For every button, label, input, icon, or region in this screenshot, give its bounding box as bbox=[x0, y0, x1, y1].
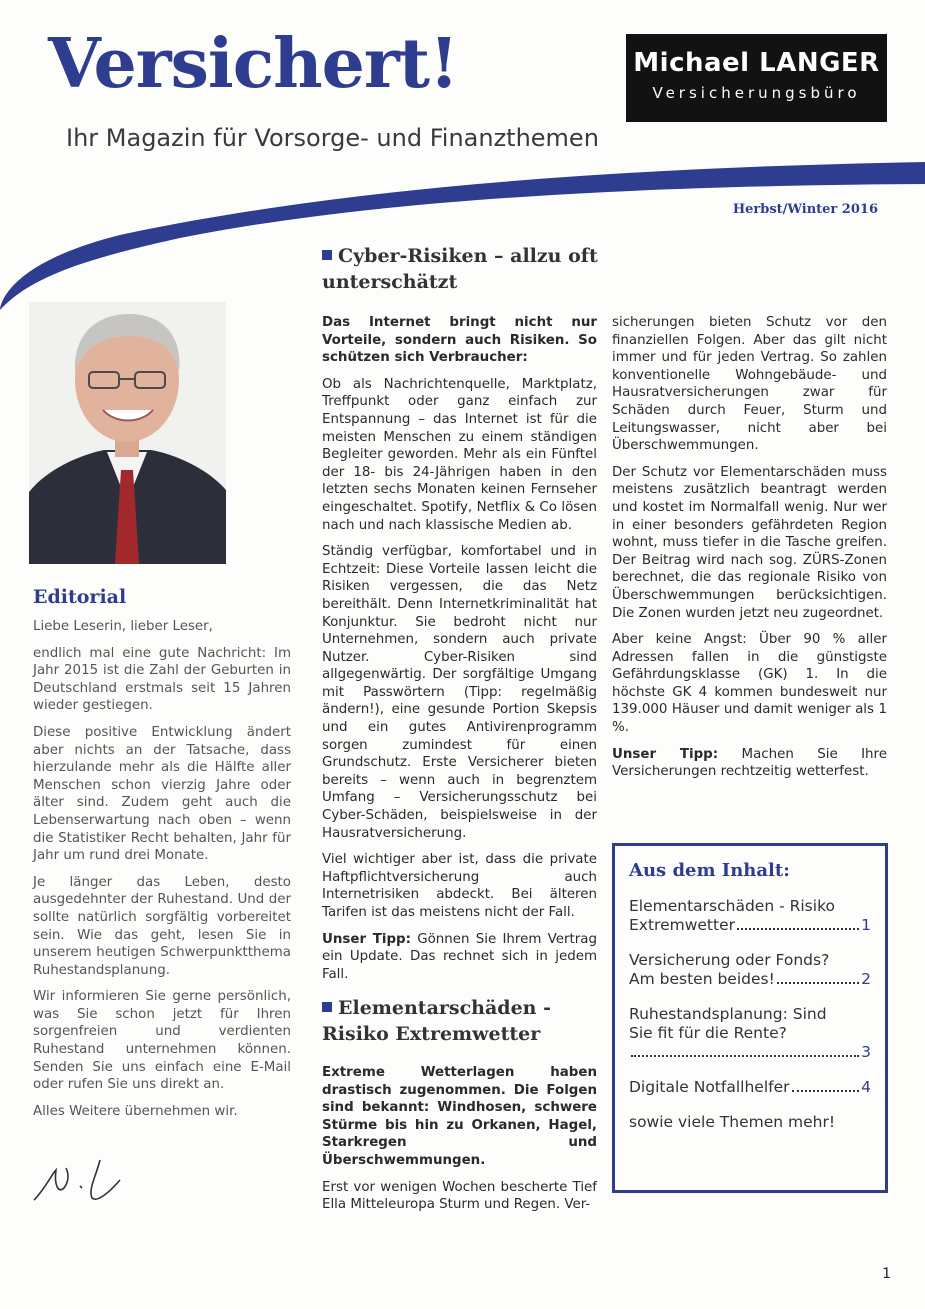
toc-more: sowie viele Themen mehr! bbox=[629, 1113, 836, 1131]
article-heading-text: Cyber-Risiken – allzu oft unterschätzt bbox=[322, 245, 598, 293]
editorial-paragraph: Wir informieren Sie gerne persönlich, was Sie schon jetzt für Ihren sorgenfreien und verdienten Ruhestand unternehmen können. Senden Sie uns einfach eine E-Mail oder rufen Sie uns direkt an. bbox=[33, 989, 291, 1093]
editorial-heading: Editorial bbox=[33, 586, 127, 608]
article-paragraph: sicherungen bieten Schutz vor den finanziellen Folgen. Aber das gilt nicht immer und für jeden Vertrag. So zahlen konventionelle Wohngebäude- und Hausratversicherungen zwar für Schäden durch Feuer, Sturm und Leitungswasser, nicht aber bei Überschwemmungen. bbox=[612, 315, 887, 454]
article-intro: Das Internet bringt nicht nur Vorteile, sondern auch Risiken. So schützen sich Verbraucher: bbox=[322, 315, 597, 366]
toc-page-number: 2 bbox=[861, 970, 871, 988]
toc-page-number: 3 bbox=[861, 1043, 871, 1061]
article-heading-elementar bbox=[322, 995, 602, 1047]
magazine-subtitle: Ihr Magazin für Vorsorge- und Finanzthemen bbox=[66, 124, 599, 152]
table-of-contents bbox=[612, 843, 888, 1193]
article-tip bbox=[612, 746, 887, 781]
toc-item[interactable] bbox=[629, 1005, 871, 1062]
article-paragraph: Ständig verfügbar, komfortabel und in Echtzeit: Diese Vorteile lassen leicht die Risiken vergessen, die das Netz bereithält. Denn Internetkriminalität hat Konjunktur. Sie bedroht nicht nur Unternehmen, sondern auch private Nutzer. Cyber-Risiken sind allgegenwärtig. Der sorgfältige Umgang mit Passwörtern (Tipp: regelmäßig ändern!), eine gesunde Portion Skepsis und ein gutes Antivirenprogramm sorgen zumindest für einen Grundschutz. Erste Versicherer bieten bereits – wenn auch in begrenztem Umfang – Versicherungsschutz bei Cyber-Schäden, beispielsweise in der Hausratversicherung. bbox=[322, 544, 597, 841]
toc-page-number: 1 bbox=[861, 916, 871, 934]
article-heading-text: Elementarschäden - Risiko Extremwetter bbox=[322, 997, 551, 1045]
bullet-square-icon bbox=[322, 1002, 332, 1012]
article-paragraph: Viel wichtiger aber ist, dass die private Haftpflichtversicherung auch Internetrisiken abdeckt. Bei älteren Tarifen ist das meistens nicht der Fall. bbox=[322, 852, 597, 920]
toc-item-line: Versicherung oder Fonds? bbox=[629, 951, 830, 969]
toc-item-line: Elementarschäden - Risiko bbox=[629, 897, 835, 915]
editorial-paragraph: Alles Weitere übernehmen wir. bbox=[33, 1103, 238, 1119]
tip-text: Machen Sie Ihre Versicherungen rechtzeitig wetterfest. bbox=[612, 746, 887, 780]
toc-item-line: Ruhestandsplanung: Sind bbox=[629, 1005, 827, 1023]
brand-name: Michael LANGER bbox=[633, 48, 880, 78]
author-portrait bbox=[29, 302, 226, 564]
page-number: 1 bbox=[882, 1266, 891, 1282]
editorial-text bbox=[33, 618, 291, 1129]
editorial-paragraph: Diese positive Entwicklung ändert aber nichts an der Tatsache, dass hierzulande mehr als die Hälfte aller Menschen schon vierzig Jahre oder älter sind. Zudem geht auch die Lebenserwartung nach oben – wenn die Statistiker Recht behalten, Jahr für Jahr um rund drei Monate. bbox=[33, 724, 291, 864]
article-paragraph: Ob als Nachrichtenquelle, Marktplatz, Treffpunkt oder ganz einfach zur Entspannung – das Internet ist für die meisten Menschen zu einem ständigen Begleiter geworden. Mehr als ein Fünftel der 18- bis 24-Jährigen haben in den letzten sechs Monaten keinen Fernseher eingeschaltet. Spotify, Netflix & Co lösen nach und nach klassische Medien ab. bbox=[322, 376, 597, 533]
toc-item-line: Sie fit für die Rente? bbox=[629, 1024, 787, 1042]
article-heading-cyber bbox=[322, 243, 602, 295]
tip-label: Unser Tipp: bbox=[612, 746, 719, 762]
signature bbox=[30, 1150, 130, 1214]
article-elementar-text bbox=[322, 1064, 597, 1223]
article-intro: Extreme Wetterlagen haben drastisch zugenommen. Die Folgen sind bekannt: Windhosen, schwere Stürme bis hin zu Orkanen, Hagel, Starkregen und Überschwemmungen. bbox=[322, 1065, 597, 1168]
tip-text: Gönnen Sie Ihrem Vertrag ein Update. Das rechnet sich in jedem Fall. bbox=[322, 931, 597, 982]
editorial-paragraph: Liebe Leserin, lieber Leser, bbox=[33, 619, 213, 634]
toc-item[interactable] bbox=[629, 897, 871, 935]
article-elementar-continued bbox=[612, 314, 887, 790]
brand-tagline: Versicherungsbüro bbox=[652, 84, 861, 102]
toc-item-line: Extremwetter bbox=[629, 916, 735, 934]
toc-item-line: Digitale Notfallhelfer bbox=[629, 1078, 790, 1096]
toc-item[interactable] bbox=[629, 951, 871, 989]
article-paragraph: Aber keine Angst: Über 90 % aller Adressen fallen in die günstigste Gefährdungsklasse (GK) 1. In die höchste GK 4 kommen bundesweit nur 139.000 Häuser und damit weniger als 1 %. bbox=[612, 632, 887, 736]
article-paragraph: Der Schutz vor Elementarschäden muss meistens zusätzlich beantragt werden und kostet im Normalfall wenig. Nur wer in einer besonders gefährdeten Region wohnt, muss tiefer in die Tasche greifen. Der Beitrag wird nach sog. ZÜRS-Zonen berechnet, die das regionale Risiko von Überschwemmungen berücksichtigen. Die Zonen wurden jetzt neu zugeordnet. bbox=[612, 464, 887, 621]
toc-page-number: 4 bbox=[861, 1078, 871, 1096]
article-cyber-text bbox=[322, 314, 597, 992]
edition-label: Herbst/Winter 2016 bbox=[732, 202, 878, 217]
bullet-square-icon bbox=[322, 250, 332, 260]
editorial-paragraph: Je länger das Leben, desto ausgedehnter der Ruhestand. Und der sollte natürlich sorgfältig vorbereitet sein. Wie das geht, lesen Sie in unserem heutigen Schwerpunktthema Ruhestandsplanung. bbox=[33, 874, 291, 978]
toc-title: Aus dem Inhalt: bbox=[629, 860, 790, 881]
toc-item-line: Am besten beides! bbox=[629, 970, 775, 988]
article-paragraph: Erst vor wenigen Wochen bescherte Tief Ella Mitteleuropa Sturm und Regen. Ver- bbox=[322, 1179, 597, 1213]
magazine-title: Versichert! bbox=[48, 24, 458, 104]
editorial-paragraph: endlich mal eine gute Nachricht: Im Jahr 2015 ist die Zahl der Geburten in Deutschland erstmals seit 15 Jahren wieder gestiegen. bbox=[33, 645, 291, 714]
article-tip bbox=[322, 931, 597, 984]
brand-logo bbox=[626, 34, 887, 122]
toc-item[interactable] bbox=[629, 1078, 871, 1097]
tip-label: Unser Tipp: bbox=[322, 931, 411, 947]
